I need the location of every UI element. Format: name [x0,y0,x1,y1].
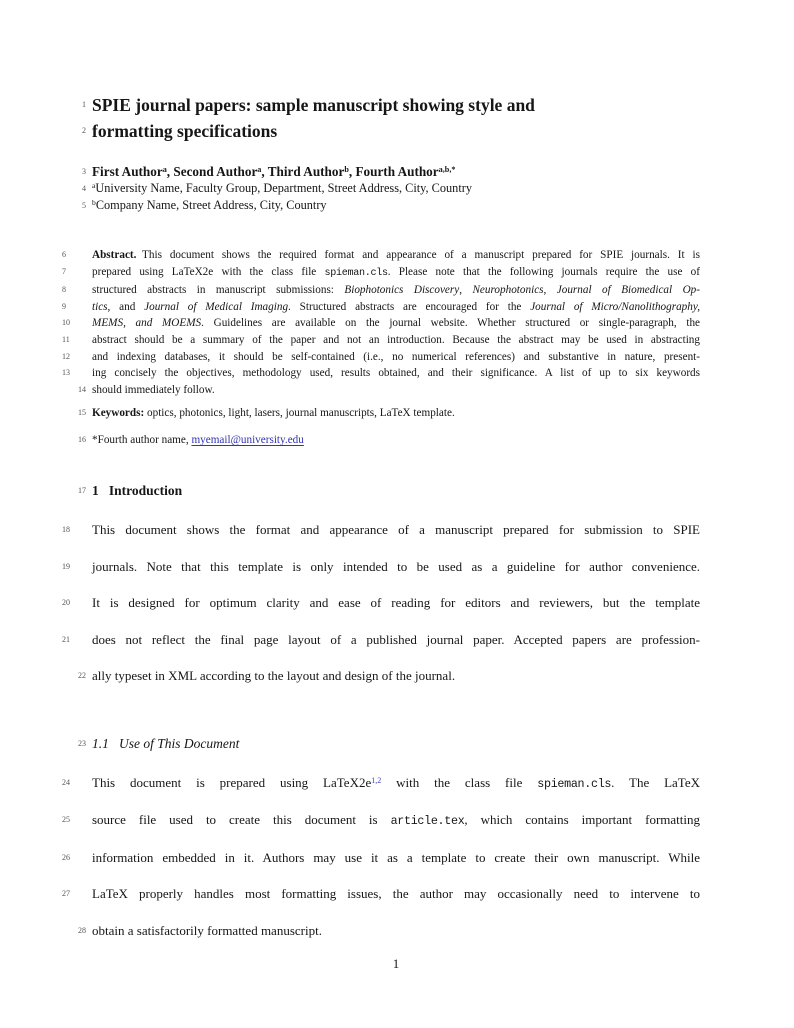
keywords-line [78,405,700,421]
italic-text: Neurophotonics [472,284,544,297]
manuscript-content [62,0,701,949]
text-segment: should immediately follow. [92,383,215,396]
code-text: spieman.cls [537,776,612,791]
line-number: 3 [82,167,86,176]
correspondence [78,432,700,448]
use-of-document-paragraph-line [62,765,701,803]
line-number: 27 [62,889,70,899]
introduction-paragraph [62,512,700,695]
affiliations-line [82,197,700,214]
line-number: 12 [62,351,70,361]
superscript: a,b,* [438,164,456,174]
authors [82,163,700,180]
authors-line [82,163,700,180]
abstract-line [62,315,701,332]
introduction-paragraph-line [62,622,700,659]
line-number: 11 [62,334,70,344]
text-segment: structured abstracts in manuscript submissions: [92,284,345,297]
text-segment: and indexing databases, it should be self-contained (i.e., no numerical references) and substantive in nature, present- [92,350,700,363]
code-text: article.tex [390,814,465,829]
text-segment: information embedded in it. Authors may use it as a template to create their own manuscript. While [92,849,700,865]
line-number: 25 [62,815,70,825]
line-number: 28 [78,925,86,935]
italic-text: Biophotonics Discovery [344,284,460,297]
line-number: 23 [78,738,86,748]
keywords [78,405,700,421]
text-segment: with the class file [381,774,538,790]
superscript: a [257,164,262,174]
bold-text: , Fourth Author [348,164,439,179]
italic-text: MEMS, and MOEMS [92,317,202,330]
text-segment: . Please note that the following journals require the use of [387,265,700,278]
line-number: 2 [82,126,86,135]
use-of-document-paragraph-line [62,876,700,913]
bold-text: Abstract. [92,249,137,261]
italic-text: Journal of Micro/Nanolithography, [530,300,701,313]
text-segment: *Fourth author name, [92,434,192,447]
abstract-line [78,382,700,399]
text-segment: . Structured abstracts are encouraged for the [288,300,531,313]
bold-text: , Third Author [261,164,345,179]
text-segment: , and [107,300,145,313]
superscript: b [92,198,96,208]
text-segment: SPIE journal papers: sample manuscript showing style and [92,95,535,115]
line-number: 4 [82,184,86,193]
italic-text: Journal of Medical Imaging [144,300,289,313]
line-number: 22 [78,671,86,681]
abstract [62,247,701,398]
paper-title [82,92,700,144]
text-segment: 1.1 Use of This Document [92,735,240,751]
citation-ref[interactable]: 1,2 [371,775,382,785]
subsection-1-1-heading-line [78,735,700,753]
text-segment: ing concisely the objectives, methodology used, results obtained, and their significance. A list of up to six keywords [92,367,700,380]
abstract-line [62,264,700,283]
affiliations-line [82,180,700,197]
text-segment: prepared using LaTeX2e with the class file [92,265,325,278]
bold-text: First Author [92,164,163,179]
use-of-document-paragraph-line [62,802,700,840]
line-number: 15 [78,408,86,418]
abstract-line [62,282,700,299]
paper-title-line [82,92,700,118]
text-segment: source file used to create this document is [92,812,391,828]
use-of-document-paragraph-line [62,840,700,877]
text-segment: This document is prepared using LaTeX2e [92,774,372,790]
introduction-paragraph-line [62,512,700,549]
text-segment: ally typeset in XML according to the layout and design of the journal. [92,668,456,684]
line-number: 1 [82,100,86,109]
line-number: 20 [62,598,70,608]
section-1-heading [78,482,700,500]
text-segment: . Guidelines are available on the journal website. Whether structured or single-paragraph, the [201,317,701,330]
email-link[interactable]: myemail@university.edu [191,434,304,447]
abstract-line [62,365,700,382]
line-number: 8 [62,285,66,295]
use-of-document-paragraph [62,765,701,950]
code-text: spieman.cls [324,267,388,279]
line-number: 16 [78,435,86,445]
superscript: a [162,164,167,174]
abstract-line [62,299,701,316]
line-number: 19 [62,561,70,571]
text-segment: formatting specifications [92,121,278,141]
text-segment: journals. Note that this template is only intended to be used as a guideline for author convenience. [92,558,700,574]
text-segment: This document shows the format and appearance of a manuscript prepared for submission to SPIE [92,522,700,538]
superscript: b [344,164,349,174]
paper-title-line [82,118,700,144]
text-segment: , [543,284,557,297]
line-number: 9 [62,301,66,311]
line-number: 10 [62,318,70,328]
text-segment: does not reflect the final page layout of a published journal paper. Accepted papers are profession- [92,631,700,647]
page-number: 1 [392,956,400,971]
introduction-paragraph-line [62,549,700,586]
text-segment: abstract should be a summary of the paper and not an introduction. Because the abstract may be used in abstracting [92,333,700,346]
bold-text: Keywords: [92,407,145,420]
affiliations [82,180,700,214]
introduction-paragraph-line [78,658,700,695]
text-segment: , [459,284,473,297]
line-number: 21 [62,634,70,644]
text-segment: This document shows the required format and appearance of a manuscript prepared for SPIE journals. It is [136,249,700,261]
line-number: 6 [62,250,66,259]
abstract-line [62,332,700,349]
text-segment: It is designed for optimum clarity and ease of reading for editors and reviewers, but the template [92,595,700,611]
superscript: a [92,181,96,191]
line-number: 5 [82,201,86,210]
line-number: 26 [62,852,70,862]
line-number: 14 [78,384,86,394]
subsection-1-1-heading [78,735,700,753]
section-1-heading-line [78,482,700,500]
abstract-line [62,247,700,264]
italic-text: Journal of Biomedical Op- [556,284,700,297]
line-number: 24 [62,777,70,787]
text-segment: , which contains important formatting [464,812,700,828]
text-segment: obtain a satisfactorily formatted manuscript. [92,922,322,938]
correspondence-line [78,432,700,448]
text-segment: Company Name, Street Address, City, Country [95,198,327,212]
text-segment: . The LaTeX [611,774,701,790]
abstract-line [62,349,700,366]
use-of-document-paragraph-line [78,913,700,950]
text-segment: 1 Introduction [92,483,183,499]
line-number: 17 [78,486,86,496]
line-number: 13 [62,368,70,378]
bold-text: , Second Author [166,164,258,179]
line-number: 18 [62,525,70,535]
italic-text: tics [92,300,108,313]
line-number: 7 [62,266,66,276]
text-segment: LaTeX properly handles most formatting issues, the author may occasionally need to intervene to [92,886,700,902]
introduction-paragraph-line [62,585,700,622]
text-segment: optics, photonics, light, lasers, journal manuscripts, LaTeX template. [144,407,455,420]
text-segment: University Name, Faculty Group, Department, Street Address, City, Country [95,181,472,195]
